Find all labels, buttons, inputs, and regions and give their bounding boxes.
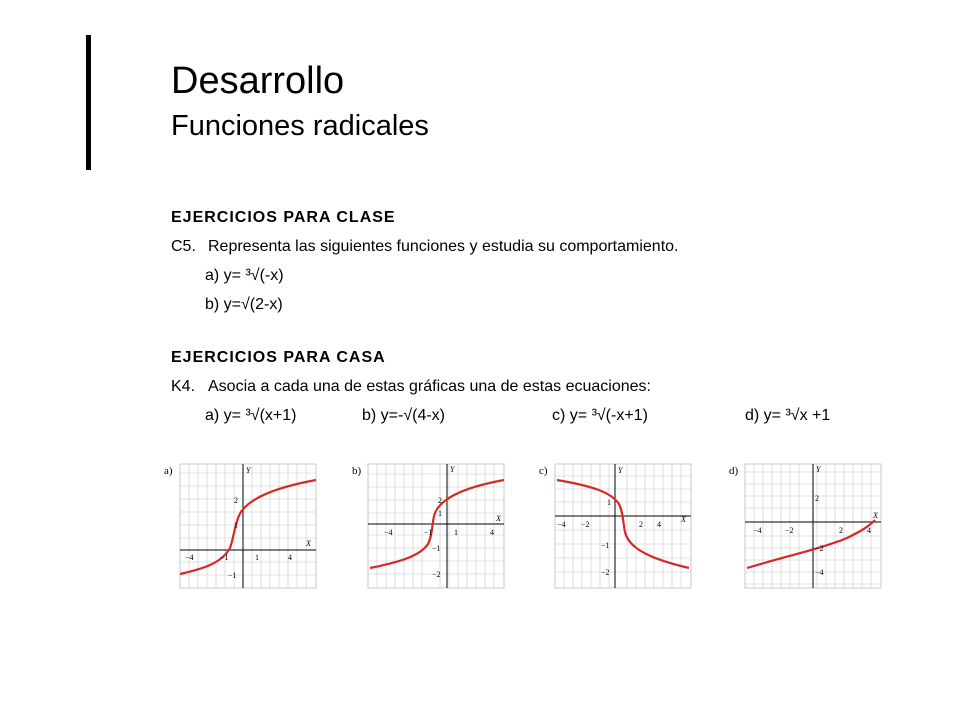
graph-d-xtick-1: −4 [753, 526, 762, 535]
graph-d-ytick-3: −4 [815, 568, 824, 577]
graph-b-y-axis-label: Y [450, 465, 455, 474]
casa-heading: EJERCICIOS PARA CASA [171, 349, 386, 366]
graph-a-label: a) [164, 465, 173, 477]
graph-a-ytick-2: 1 [234, 521, 238, 530]
graph-d-xtick-4: 4 [867, 526, 871, 535]
graph-a-xtick-1: −4 [185, 553, 194, 562]
graph-a-ytick-3: −1 [228, 571, 237, 580]
k4-code: K4. [171, 378, 196, 395]
c5-statement: Representa las siguientes funciones y estudia su comportamiento. [208, 238, 679, 255]
graph-d-ytick-1: 2 [815, 494, 819, 503]
graph-b-xtick-3: 1 [454, 528, 458, 537]
graph-a [162, 460, 320, 590]
graph-d-x-axis-label: X [873, 511, 878, 520]
graph-b-label: b) [352, 465, 362, 477]
graph-c-ytick-1: 1 [607, 498, 611, 507]
graph-a-y-axis-label: Y [246, 466, 251, 475]
graph-c-ytick-3: −2 [601, 568, 610, 577]
graph-c-xtick-1: −4 [557, 520, 566, 529]
graph-d-xtick-3: 2 [839, 526, 843, 535]
graph-c-xtick-2: −2 [581, 520, 590, 529]
graph-a-ytick-1: 2 [234, 496, 238, 505]
graph-b-ytick-1: 2 [438, 496, 442, 505]
graph-b-ytick-3: −1 [432, 544, 441, 553]
graph-c-xtick-3: 2 [639, 520, 643, 529]
graph-c-label: c) [539, 465, 548, 477]
graph-a-svg [162, 460, 320, 590]
graph-d [727, 460, 885, 590]
graph-d-label: d) [729, 465, 739, 477]
c5-item-b: b) y=√(2-x) [205, 296, 283, 313]
k4-option-a: a) y= ³√(x+1) [205, 407, 297, 424]
graph-d-ytick-2: −2 [815, 544, 824, 553]
graph-b [350, 460, 508, 590]
graph-b-ytick-4: −2 [432, 570, 441, 579]
graph-c-x-axis-label: X [681, 515, 686, 524]
graph-c-svg [537, 460, 695, 590]
c5-code: C5. [171, 238, 196, 255]
c5-item-a: a) y= ³√(-x) [205, 267, 284, 284]
graph-c-ytick-2: −1 [601, 541, 610, 550]
graph-b-x-axis-label: X [496, 514, 501, 523]
graph-d-svg [727, 460, 885, 590]
k4-option-c: c) y= ³√(-x+1) [552, 407, 648, 424]
slide-subtitle: Funciones radicales [171, 110, 429, 142]
graph-a-xtick-3: 1 [255, 553, 259, 562]
k4-option-d: d) y= ³√x +1 [745, 407, 831, 424]
graph-a-xtick-2: −1 [220, 553, 229, 562]
graph-c-xtick-4: 4 [657, 520, 661, 529]
k4-statement: Asocia a cada una de estas gráficas una de estas ecuaciones: [208, 378, 651, 395]
title-accent-bar [86, 35, 91, 170]
graph-b-ytick-2: 1 [438, 509, 442, 518]
graph-b-svg [350, 460, 508, 590]
graph-a-x-axis-label: X [306, 539, 311, 548]
graph-d-xtick-2: −2 [785, 526, 794, 535]
graph-d-y-axis-label: Y [816, 465, 821, 474]
clase-heading: EJERCICIOS PARA CLASE [171, 209, 396, 226]
graph-c [537, 460, 695, 590]
graph-c-y-axis-label: Y [618, 466, 623, 475]
k4-option-b: b) y=-√(4-x) [362, 407, 446, 424]
graph-a-xtick-4: 4 [288, 553, 292, 562]
graph-b-xtick-1: −4 [384, 528, 393, 537]
graph-b-xtick-4: 4 [490, 528, 494, 537]
slide-title: Desarrollo [171, 60, 345, 102]
graph-b-xtick-2: −1 [424, 528, 433, 537]
